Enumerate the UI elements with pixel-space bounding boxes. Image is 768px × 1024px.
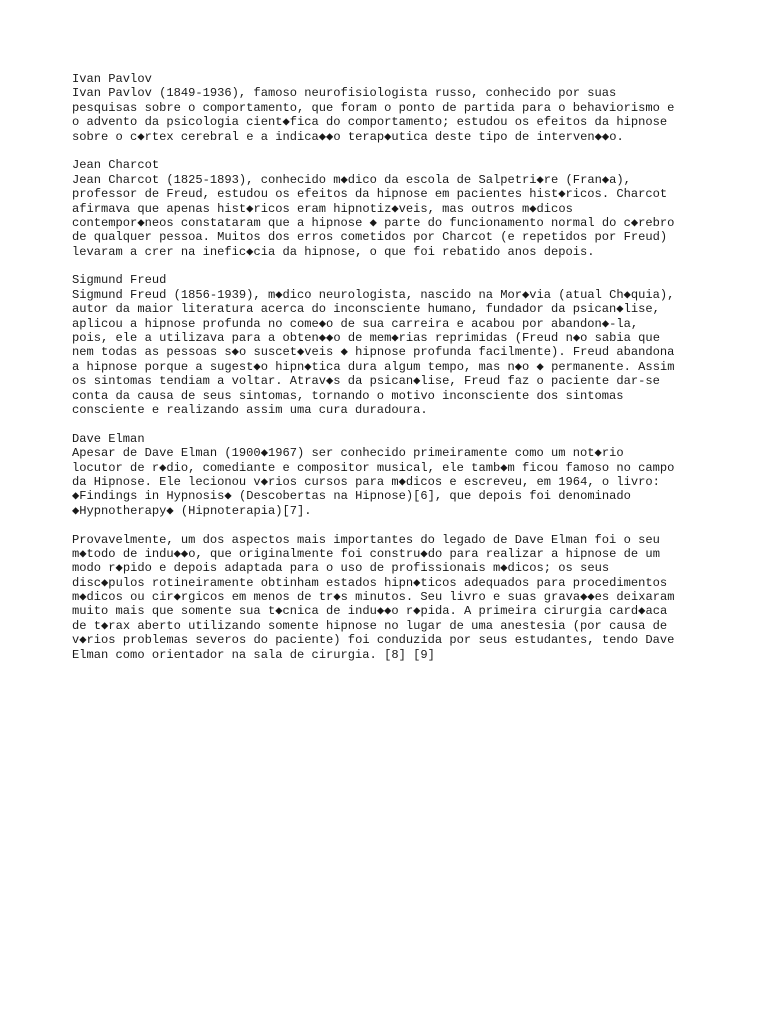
text-line: contempor◆neos constataram que a hipnose ◆ parte do funcionamento normal do c◆rebro (72, 215, 675, 230)
section-heading: Jean Charcot (72, 158, 160, 173)
section-dave-elman (72, 432, 712, 518)
text-line: professor de Freud, estudou os efeitos da hipnose em pacientes hist◆ricos. Charcot (72, 187, 668, 202)
text-line: o advento da psicologia cient◆fica do comportamento; estudou os efeitos da hipnose (72, 115, 668, 130)
text-line: disc◆pulos rotineiramente obtinham estados hipn◆ticos adequados para procedimentos (72, 575, 668, 590)
text-line: locutor de r◆dio, comediante e compositor musical, ele tamb◆m ficou famoso no campo (72, 460, 675, 475)
text-line: a hipnose porque a sugest◆o hipn◆tica dura algum tempo, mas n◆o ◆ permanente. Assim (72, 359, 675, 374)
text-line: Apesar de Dave Elman (1900◆1967) ser conhecido primeiramente como um not◆rio (72, 446, 624, 461)
text-line: os sintomas tendiam a voltar. Atrav◆s da psican◆lise, Freud faz o paciente dar-se (72, 374, 660, 389)
text-line: v◆rios problemas severos do paciente) foi conduzida por seus estudantes, tendo Dave (72, 633, 675, 648)
section-sigmund-freud (72, 273, 712, 417)
text-line: pois, ele a utilizava para a obten◆◆o de mem◆rias reprimidas (Freud n◆o sabia que (72, 331, 660, 346)
section-ivan-pavlov (72, 72, 712, 144)
text-line: nem todas as pessoas s◆o suscet◆veis ◆ hipnose profunda facilmente). Freud abandona (72, 345, 675, 360)
section-dave-elman-legacy (72, 533, 712, 663)
text-line: m◆todo de indu◆◆o, que originalmente foi constru◆do para realizar a hipnose de um (72, 546, 660, 561)
text-line: ◆Hypnotherapy◆ (Hipnoterapia)[7]. (72, 503, 312, 518)
text-line: da Hipnose. Ele lecionou v◆rios cursos para m◆dicos e escreveu, em 1964, o livro: (72, 474, 660, 489)
text-line: Ivan Pavlov (1849-1936), famoso neurofisiologista russo, conhecido por suas (72, 86, 617, 101)
text-line: levaram a crer na inefic◆cia da hipnose, o que foi rebatido anos depois. (72, 244, 595, 259)
section-heading: Ivan Pavlov (72, 72, 152, 86)
text-line: consciente e realizando assim uma cura duradoura. (72, 402, 428, 417)
text-line: de qualquer pessoa. Muitos dos erros cometidos por Charcot (e repetidos por Freud) (72, 230, 668, 245)
section-heading: Dave Elman (72, 431, 145, 446)
text-line: m◆dicos ou cir◆rgicos em menos de tr◆s minutos. Seu livro e suas grava◆◆es deixaram (72, 590, 675, 605)
text-line: ◆Findings in Hypnosis◆ (Descobertas na Hipnose)[6], que depois foi denominado (72, 489, 631, 504)
text-line: muito mais que somente sua t◆cnica de indu◆◆o r◆pida. A primeira cirurgia card◆aca (72, 604, 668, 619)
text-line: pesquisas sobre o comportamento, que foram o ponto de partida para o behaviorismo e (72, 100, 675, 115)
text-line: autor da maior literatura acerca do inconsciente humano, fundador da psican◆lise, (72, 302, 660, 317)
text-line: conta da causa de seus sintomas, tornando o motivo inconsciente dos sintomas (72, 388, 624, 403)
text-line: aplicou a hipnose profunda no come◆o de sua carreira e acabou por abandon◆-la, (72, 316, 639, 331)
text-line: de t◆rax aberto utilizando somente hipnose no lugar de uma anestesia (por causa de (72, 618, 668, 633)
section-jean-charcot (72, 158, 712, 259)
section-heading: Sigmund Freud (72, 273, 167, 288)
text-line: Jean Charcot (1825-1893), conhecido m◆dico da escola de Salpetri◆re (Fran◆a), (72, 172, 631, 187)
text-line: afirmava que apenas hist◆ricos eram hipnotiz◆veis, mas outros m◆dicos (72, 201, 573, 216)
document-page (72, 72, 712, 676)
text-line: sobre o c◆rtex cerebral e a indica◆◆o terap◆utica deste tipo de interven◆◆o. (72, 129, 624, 144)
text-line: Sigmund Freud (1856-1939), m◆dico neurologista, nascido na Mor◆via (atual Ch◆quia), (72, 287, 675, 302)
text-line: Provavelmente, um dos aspectos mais importantes do legado de Dave Elman foi o seu (72, 532, 660, 547)
text-line: Elman como orientador na sala de cirurgia. [8] [9] (72, 647, 435, 662)
text-line: modo r◆pido e depois adaptada para o uso de profissionais m◆dicos; os seus (72, 561, 610, 576)
